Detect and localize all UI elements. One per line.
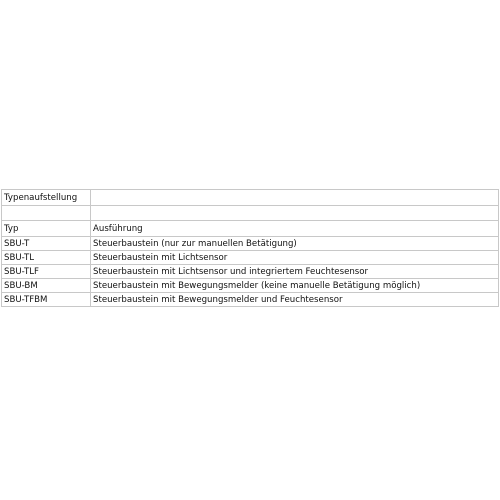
empty-cell [2,206,91,221]
cell-type: SBU-TFBM [2,293,91,307]
empty-cell [91,206,499,221]
cell-execution: Steuerbaustein mit Bewegungsmelder und Feuchtesensor [91,293,499,307]
table-title: Typenaufstellung [2,190,91,206]
cell-execution: Steuerbaustein (nur zur manuellen Betätigung) [91,237,499,251]
table-title-row [2,190,499,206]
table-row [2,237,499,251]
table-row [2,265,499,279]
table-row [2,251,499,265]
table-row [2,279,499,293]
cell-type: SBU-TL [2,251,91,265]
type-list-table [1,189,499,307]
cell-type: SBU-BM [2,279,91,293]
spacer-row [2,206,499,221]
cell-execution: Steuerbaustein mit Lichtsensor [91,251,499,265]
cell-type: SBU-TLF [2,265,91,279]
cell-type: SBU-T [2,237,91,251]
empty-cell [91,190,499,206]
header-type: Typ [2,221,91,237]
table-row [2,293,499,307]
cell-execution: Steuerbaustein mit Lichtsensor und integriertem Feuchtesensor [91,265,499,279]
cell-execution: Steuerbaustein mit Bewegungsmelder (keine manuelle Betätigung möglich) [91,279,499,293]
header-execution: Ausführung [91,221,499,237]
table-header-row [2,221,499,237]
